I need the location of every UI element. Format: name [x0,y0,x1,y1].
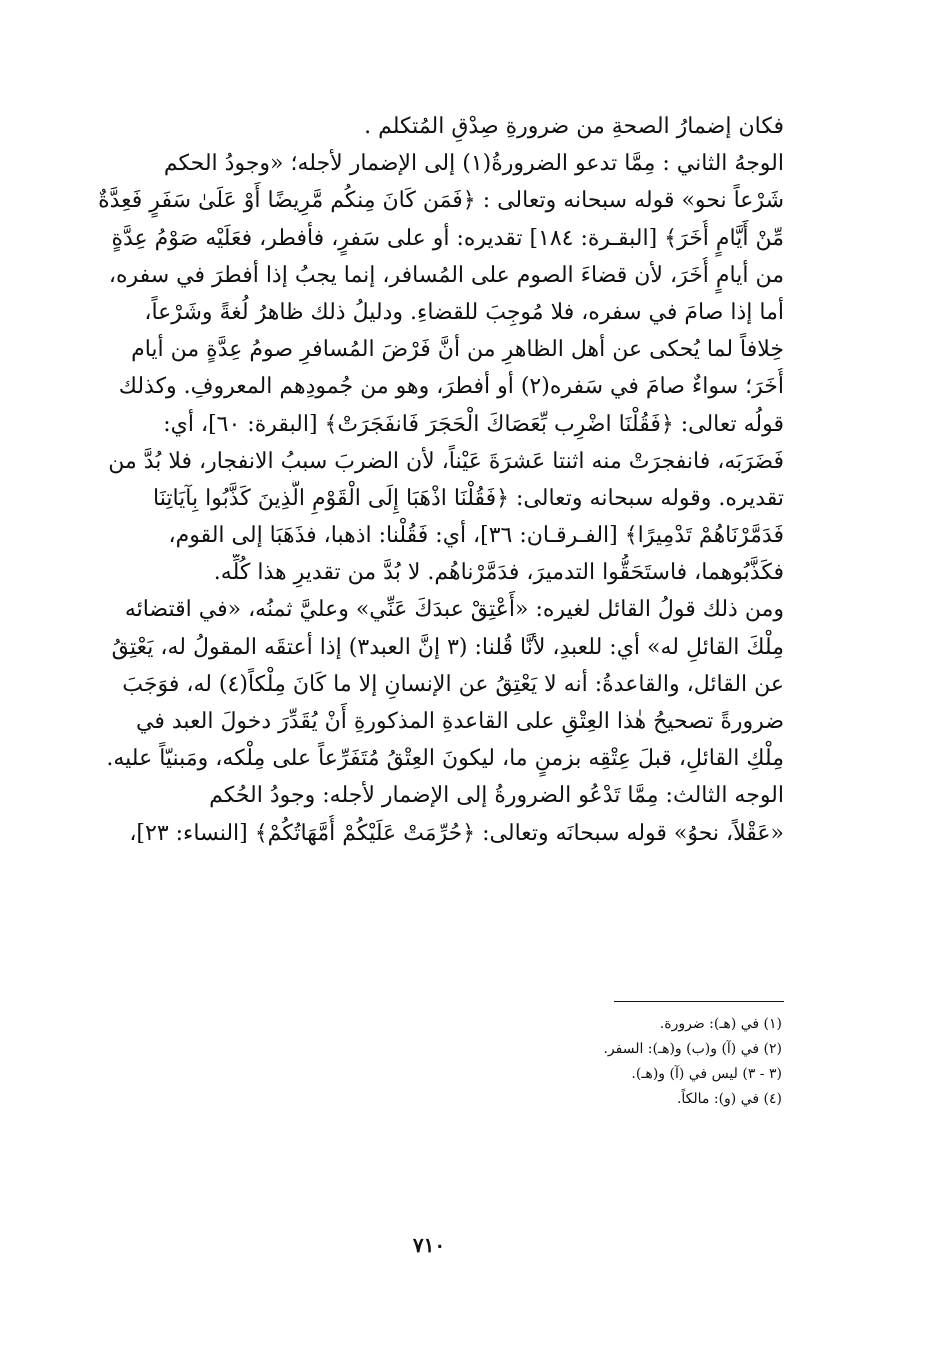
text-line: مِلْكَ القائلِ له» أي: للعبدِ، لأنَّا قُلنا: (٣ إنَّ العبد٣) إذا أعتقَه المقولُ له، يَعْتِقُ [111,634,784,660]
text-line: قولُه تعالى: ﴿فَقُلْنَا اضْرِب بِّعَصَاكَ الْحَجَرَ فَانفَجَرَتْ﴾ [البقرة: ٦٠]، أي: [163,411,784,437]
footnote-divider [614,1001,784,1002]
footnotes [74,1012,784,1112]
text-line: فَدَمَّرْنَاهُمْ تَدْمِيرًا﴾ [الفـرقـان: ٣٦]، أي: فَقُلْنا: اذهبا، فذَهَبَا إلى القوم، [168,523,784,549]
text-line: خِلافاً لما يُحكى عن أهل الظاهرِ من أنَّ فَرْضَ المُسافرِ صومُ عِدَّةٍ من أيام [131,337,784,363]
text-line: ضرورةً تصحيحُ هٰذا العِتْقِ على القاعدةِ المذكورةِ أَنْ يُقَدِّرَ دخولَ العبد في [135,709,784,734]
text-line: فكَذَّبُوهما، فاستَحَقُّوا التدميرَ، فدَمَّرْناهُم. لا بُدَّ من تقديرِ هذا كُلِّه. [213,560,784,586]
text-line: مِلْكِ القائلِ، قبلَ عِتْقِه بزمنٍ ما، ليكونَ العِتْقُ مُتَفَرِّعاً على مِلْكه، ومَبنيّاً عليه. [106,746,784,772]
page [74,108,784,1257]
footnote: (٤) في (و): مالكاً. [676,1091,782,1107]
text-line: من أيامٍ أُخَرَ، لأن قضاءَ الصوم على المُسافر، إنما يجبُ إذا أفطرَ في سفره، [108,262,784,288]
text-line: تقديره. وقوله سبحانه وتعالى: ﴿فَقُلْنَا اذْهَبَا إِلَى الْقَوْمِ الَّذِينَ كَذَّبُوا بِآيَاتِنَا [153,485,784,511]
text-line: الوجهُ الثاني : مِمَّا تدعو الضرورةُ(١) إلى الإضمار لأجله؛ «وجودُ الحكم [163,151,784,177]
text-line: أما إذا صامَ في سفره، فلا مُوجِبَ للقضاءِ. ودليلُ ذلك ظاهرُ لُغةً وشَرْعاً، [144,299,784,325]
text-line: ومن ذلك قولُ القائل لغيره: «أَعْتِقْ عبدَكَ عَنِّي» وعليَّ ثمنُه، «في اقتضائه [124,597,784,623]
footnote: (٣ - ٣) ليس في (آ) و(هـ). [631,1066,782,1082]
text-line: «عَقْلاً، نحوُ» قوله سبحانَه وتعالى: ﴿حُرِّمَتْ عَلَيْكُمْ أُمَّهَاتُكُمْ﴾ [النساء: ٢٣]، [129,820,784,846]
text-line: أُخَرَ؛ سواءٌ صامَ في سَفره(٢) أو أفطرَ، وهو من جُمودِهم المعروفِ. وكذلك [118,374,784,400]
page-number: ٧١٠ [412,1233,446,1257]
text-line: شَرْعاً نحو» قوله سبحانه وتعالى : ﴿فَمَن كَانَ مِنكُم مَّرِيضًا أَوْ عَلَىٰ سَفَرٍ فَعِدَّةٌ [98,188,784,214]
text-line: فكان إضمارُ الصحةِ من ضرورةِ صِدْقِ المُتكلم . [364,114,784,139]
text-line: عن القائل، والقاعدةُ: أنه لا يَعْتِقُ عن الإنسانِ إلا ما كَانَ مِلْكاً(٤) له، فوَجَبَ [122,671,784,697]
text-line: مِّنْ أَيَّامٍ أُخَرَ﴾ [البقـرة: ١٨٤] تقديره: أو على سَفرٍ، فأفطر، فعَلَيْه صَوْمُ عِدَّةٍ [111,225,784,251]
footnote: (١) في (هـ): ضرورة. [659,1016,782,1032]
text-line: فَضَرَبَه، فانفجرَتْ منه اثنتا عَشرَةَ عَيْناً، لأن الضربَ سببُ الانفجار، فلا بُدَّ من [108,448,784,474]
main-text [74,108,784,852]
text-line: الوجه الثالث: مِمَّا تَدْعُو الضرورةُ إلى الإضمار لأجله: وجودُ الحُكم [209,783,784,809]
footnote: (٢) في (آ) و(ب) و(هـ): السفر. [603,1041,782,1057]
